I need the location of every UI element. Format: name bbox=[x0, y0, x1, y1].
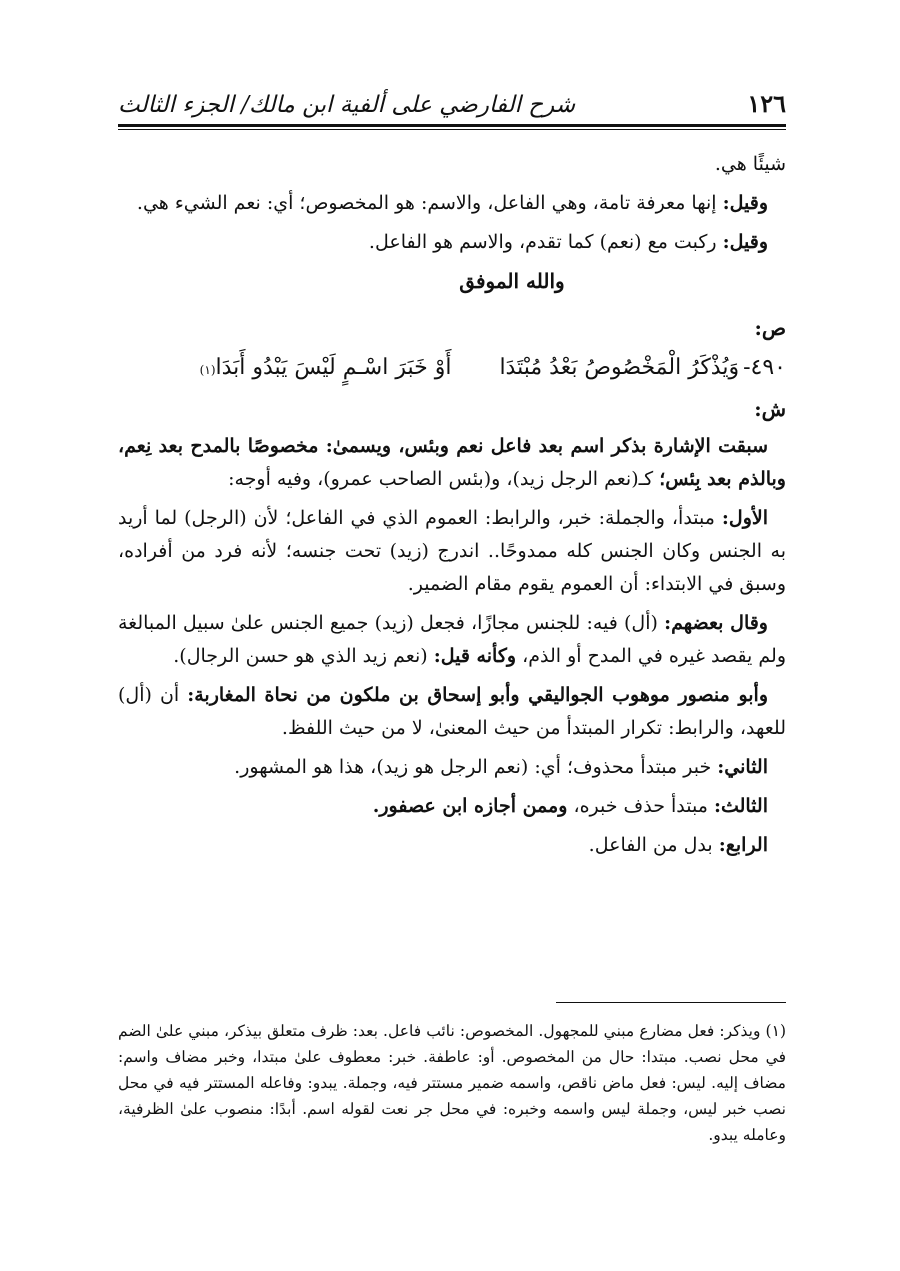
paragraph-6 bbox=[118, 607, 786, 673]
paragraph-5-text: مبتدأ، والجملة: خبر، والرابط: العموم الذي في الفاعل؛ لأن (الرجل) لما أريد به الجنس وكان الجنس كله ممدوحًا.. اندرج (زيد) تحت جنسه؛ لأنه فرد من أفراده، وسبق في الابتداء: أن العموم يقوم مقام الضمير. bbox=[118, 507, 786, 595]
footnote-rule bbox=[556, 1002, 786, 1003]
header-rule-thin bbox=[118, 129, 786, 130]
page-number: ١٢٦ bbox=[747, 89, 786, 118]
shin-label: ش: bbox=[754, 397, 786, 421]
verse-number: ٤٩٠- bbox=[743, 355, 786, 380]
paragraph-10-keyword: الرابع: bbox=[718, 834, 768, 856]
page-header bbox=[118, 62, 786, 124]
paragraph-9-keyword: الثالث: bbox=[713, 795, 768, 817]
header-rule-thick bbox=[118, 124, 786, 127]
paragraph-3 bbox=[118, 226, 786, 259]
main-text bbox=[118, 148, 786, 862]
paragraph-6-text-a: (أل) فيه: للجنس مجازًا، فجعل (زيد) جميع الجنس علىٰ سبيل المبالغة ولم يقصد غيره في المدح أو الذم، bbox=[118, 612, 786, 667]
footnote-text: (١) ويذكر: فعل مضارع مبني للمجهول. المخصوص: نائب فاعل. بعد: ظرف متعلق بيذكر، مبني علىٰ الضم في محل نصب. مبتدا: حال من المخصوص. أو: عاطفة. خبر: معطوف علىٰ مبتدا، وخبر مضاف واسم: مضاف إليه. ليس: فعل ماض ناقص، واسمه ضمير مستتر فيه، وجملة. يبدو: وفاعله المستتر فيه في محل نصب خبر ليس، وجملة ليس واسمه وخبره: في محل جر نعت لقوله اسم. أبدًا: منصوب علىٰ الظرفية، وعامله يبدو. bbox=[118, 1022, 786, 1144]
verse-first-hemistich: وَيُذْكَرُ الْمَخْصُوصُ بَعْدُ مُبْتَدَا bbox=[499, 355, 740, 380]
paragraph-4 bbox=[118, 430, 786, 496]
paragraph-9-text: مبتدأ حذف خبره، bbox=[573, 795, 708, 817]
verse-second-hemistich: أَوْ خَبَرَ اسْـمٍ لَيْسَ يَبْدُو أَبَدَا bbox=[215, 355, 452, 380]
paragraph-7 bbox=[118, 679, 786, 745]
paragraph-8-text: خبر مبتدأ محذوف؛ أي: (نعم الرجل هو زيد)، هذا هو المشهور. bbox=[234, 756, 712, 778]
paragraph-6-keyword-2: وكأنه قيل: bbox=[433, 645, 517, 667]
paragraph-10-text: بدل من الفاعل. bbox=[588, 834, 713, 856]
paragraph-3-keyword: وقيل: bbox=[722, 231, 768, 253]
running-title: شرح الفارضي على ألفية ابن مالك/ الجزء الثالث bbox=[118, 92, 576, 118]
paragraph-4-text: كـ(نعم الرجل زيد)، و(بئس الصاحب عمرو)، وفيه أوجه: bbox=[228, 468, 654, 490]
closing-line: والله الموفق bbox=[459, 269, 565, 293]
paragraph-5-keyword: الأول: bbox=[721, 507, 768, 529]
paragraph-4-bold: سبقت الإشارة بذكر اسم بعد فاعل نعم وبئس، ويسمىٰ: مخصوصًا بالمدح بعد نِعم، وبالذم بعد بِئس؛ bbox=[118, 435, 786, 490]
verse-line bbox=[118, 351, 786, 387]
sad-label: ص: bbox=[754, 316, 786, 340]
paragraph-6-text-b: (نعم زيد الذي هو حسن الرجال). bbox=[173, 645, 428, 667]
footnote-marker: (١) bbox=[199, 363, 216, 377]
paragraph-7-keyword: وأبو منصور موهوب الجواليقي وأبو إسحاق بن ملكون من نحاة المغاربة: bbox=[187, 684, 769, 706]
paragraph-8-keyword: الثاني: bbox=[717, 756, 768, 778]
paragraph-9 bbox=[118, 790, 786, 823]
paragraph-2-text: إنها معرفة تامة، وهي الفاعل، والاسم: هو المخصوص؛ أي: نعم الشيء هي. bbox=[136, 192, 717, 214]
footnote bbox=[118, 1018, 786, 1148]
paragraph-1 bbox=[118, 148, 786, 181]
paragraph-2 bbox=[118, 187, 786, 220]
paragraph-5 bbox=[118, 502, 786, 601]
paragraph-10 bbox=[118, 829, 786, 862]
paragraph-1-text: شيئًا هي. bbox=[714, 153, 786, 175]
book-page bbox=[118, 62, 786, 1242]
paragraph-7-text: أن (أل) للعهد، والرابط: تكرار المبتدأ من حيث المعنىٰ، لا من حيث اللفظ. bbox=[118, 684, 786, 739]
paragraph-8 bbox=[118, 751, 786, 784]
paragraph-6-keyword: وقال بعضهم: bbox=[664, 612, 768, 634]
paragraph-9-keyword-2: وممن أجازه ابن عصفور. bbox=[372, 795, 568, 817]
paragraph-3-text: ركبت مع (نعم) كما تقدم، والاسم هو الفاعل. bbox=[368, 231, 717, 253]
paragraph-2-keyword: وقيل: bbox=[722, 192, 768, 214]
